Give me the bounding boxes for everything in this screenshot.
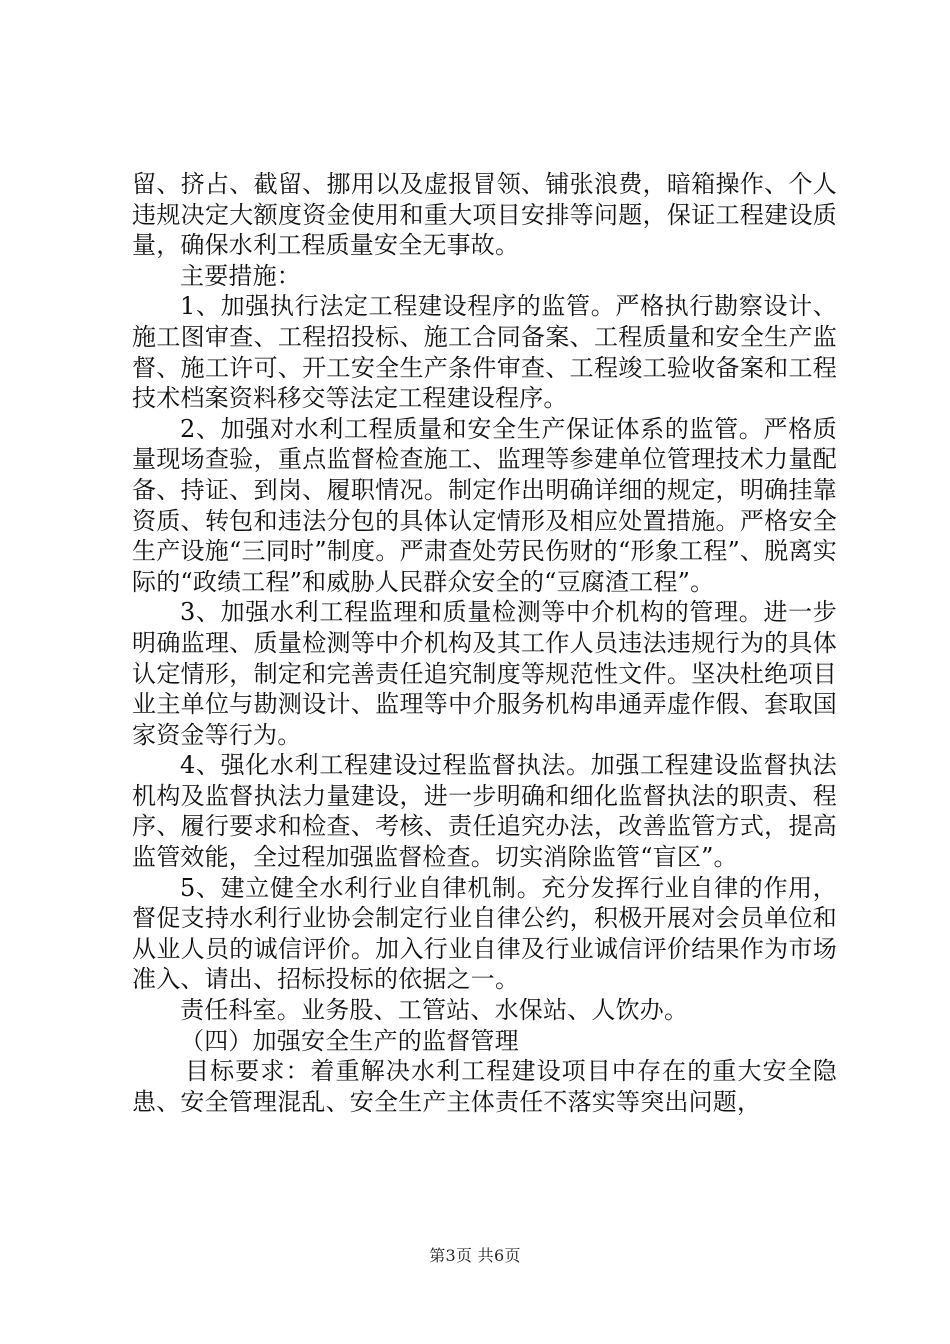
paragraph-main-measures-heading: 主要措施：: [180, 261, 301, 290]
page-number: 第3页 共6页: [429, 1246, 521, 1265]
paragraph-measure-3: 3、加强水利工程监理和质量检测等中介机构的管理。进一步明确监理、质量检测等中介机构及其工作人员违法违规行为的具体认定情形，制定和完善责任追究制度等规范性文件。坚决杜绝项目业主单位与勘测设计、监理等中介服务机构串通弄虚作假、套取国家资金等行为。: [132, 598, 837, 749]
paragraph-continuation: 留、挤占、截留、挪用以及虚报冒领、铺张浪费，暗箱操作、个人违规决定大额度资金使用和重大项目安排等问题，保证工程建设质量，确保水利工程质量安全无事故。: [132, 170, 837, 260]
section-heading-safety-supervision: （四）加强安全生产的监督管理: [180, 1026, 519, 1055]
paragraph-measure-5: 5、建立健全水利行业自律机制。充分发挥行业自律的作用，督促支持水利行业协会制定行业自律公约，积极开展对会员单位和从业人员的诚信评价。加入行业自律及行业诚信评价结果作为市场准入、请出、招标投标的依据之一。: [132, 873, 837, 994]
paragraph-measure-1: 1、加强执行法定工程建设程序的监管。严格执行勘察设计、施工图审查、工程招投标、施工合同备案、工程质量和安全生产监督、施工许可、开工安全生产条件审查、工程竣工验收备案和工程技术档案资料移交等法定工程建设程序。: [132, 292, 837, 413]
paragraph-responsible-departments: 责任科室。业务股、工管站、水保站、人饮办。: [180, 996, 689, 1025]
page-footer: [0, 1246, 950, 1266]
paragraph-target-requirements: 目标要求：着重解决水利工程建设项目中存在的重大安全隐患、安全管理混乱、安全生产主体责任不落实等突出问题，: [132, 1057, 837, 1116]
document-body: [132, 169, 837, 1117]
paragraph-measure-4: 4、强化水利工程建设过程监督执法。加强工程建设监督执法机构及监督执法力量建设，进一步明确和细化监督执法的职责、程序、履行要求和检查、考核、责任追究办法，改善监管方式，提高监管效能，全过程加强监督检查。切实消除监管“盲区”。: [132, 751, 837, 872]
paragraph-measure-2: 2、加强对水利工程质量和安全生产保证体系的监管。严格质量现场查验，重点监督检查施工、监理等参建单位管理技术力量配备、持证、到岗、履职情况。制定作出明确详细的规定，明确挂靠资质、转包和违法分包的具体认定情形及相应处置措施。严格安全生产设施“三同时”制度。严肃查处劳民伤财的“形象工程”、脱离实际的“政绩工程”和威胁人民群众安全的“豆腐渣工程”。: [132, 414, 837, 596]
